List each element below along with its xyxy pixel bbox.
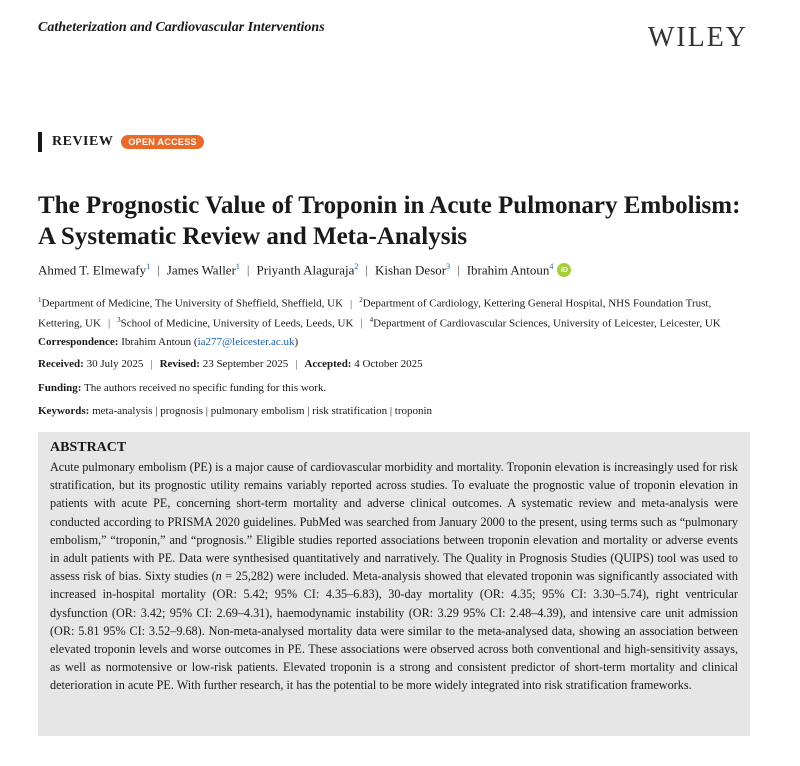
section-bar	[38, 132, 42, 152]
abstract-heading: ABSTRACT	[50, 440, 127, 455]
open-access-badge: OPEN ACCESS	[121, 135, 203, 149]
affiliations: $^1$Department of Medicine, The University of Sheffield, Sheffield, UK | $^2$Department of Cardiology, Kettering General Hospital, NHS Foundation Trust, Kettering, UK | $^3$School of Medicine, University of Leeds, Leeds, UK | $^4$Department of Cardiovascular Sciences, University of Leicester, Leicester, UK	[38, 296, 721, 330]
publisher-logo: WILEY	[647, 22, 748, 53]
separator: |	[157, 262, 160, 278]
email-link[interactable]: ia277@leicester.ac.uk	[197, 336, 295, 348]
author-name[interactable]: James Waller$^1$	[166, 262, 240, 278]
separator: |	[457, 262, 460, 278]
journal-name: Catheterization and Cardiovascular Interventions	[38, 20, 325, 35]
correspondence: Correspondence: Ibrahim Antoun (ia277@leicester.ac.uk)	[38, 336, 299, 348]
author-name[interactable]: Ibrahim Antoun$^4$	[466, 262, 554, 278]
orcid-icon[interactable]: iD	[557, 263, 571, 277]
article-type	[38, 132, 204, 152]
article-title: The Prognostic Value of Troponin in Acute Pulmonary Embolism: A Systematic Review and Meta-Analysis	[38, 192, 741, 250]
abstract-box	[38, 432, 750, 736]
author-name[interactable]: Ahmed T. Elmewafy$^1$	[38, 262, 151, 278]
article-dates: Received: 30 July 2025 | Revised: 23 September 2025 | Accepted: 4 October 2025	[38, 358, 423, 370]
author-list	[38, 262, 571, 278]
abstract-text: Acute pulmonary embolism (PE) is a major cause of cardiovascular morbidity and mortality. Troponin elevation is increasingly used for risk stratification, but its prognostic utility remains variably reported across studies. To evaluate the prognostic value of troponin elevation in patients with acute PE, concerning short-term mortality and adverse clinical outcomes. A systematic review and meta-analysis were conducted according to PRISMA 2020 guidelines. PubMed was searched from January 2000 to the present, using terms such as “pulmonary embolism,” “troponin,” and “prognosis.” Eligible studies reported associations between troponin elevation and mortality or adverse events in adult patients with PE. Data were synthesised quantitatively and narratively. The Quality in Prognosis Studies (QUIPS) tool was used to assess risk of bias. Sixty studies (n = 25,282) were included. Meta-analysis showed that elevated troponin was significantly associated with increased in-hospital mortality (OR: 5.42; 95% CI: 4.35–6.83), 30-day mortality (OR: 4.35; 95% CI: 3.30–5.74), right ventricular dysfunction (OR: 3.42; 95% CI: 2.69–4.31), haemodynamic instability (OR: 3.29 95% CI: 2.48–4.39), and intensive care unit admission (OR: 5.81 95% CI: 3.52–9.68). Non-meta-analysed mortality data were similar to the meta-analysed data, showing an association between elevated troponin levels and worse outcomes in PE. These associations were observed across both conventional and high-sensitivity assays, as well as normotensive or low-risk patients. Elevated troponin is a strong and consistent predictor of short-term mortality and clinical deterioration in acute PE. With further research, it has the potential to be more widely integrated into risk stratification frameworks.	[50, 460, 738, 693]
author-name[interactable]: Kishan Desor$^3$	[374, 262, 451, 278]
author-name[interactable]: Priyanth Alaguraja$^2$	[256, 262, 359, 278]
funding: Funding: The authors received no specific funding for this work.	[38, 382, 327, 394]
separator: |	[246, 262, 250, 278]
separator: |	[365, 262, 368, 278]
article-type-label: REVIEW	[52, 134, 114, 149]
keywords: Keywords: meta-analysis | prognosis | pulmonary embolism | risk stratification | troponin	[38, 405, 433, 417]
